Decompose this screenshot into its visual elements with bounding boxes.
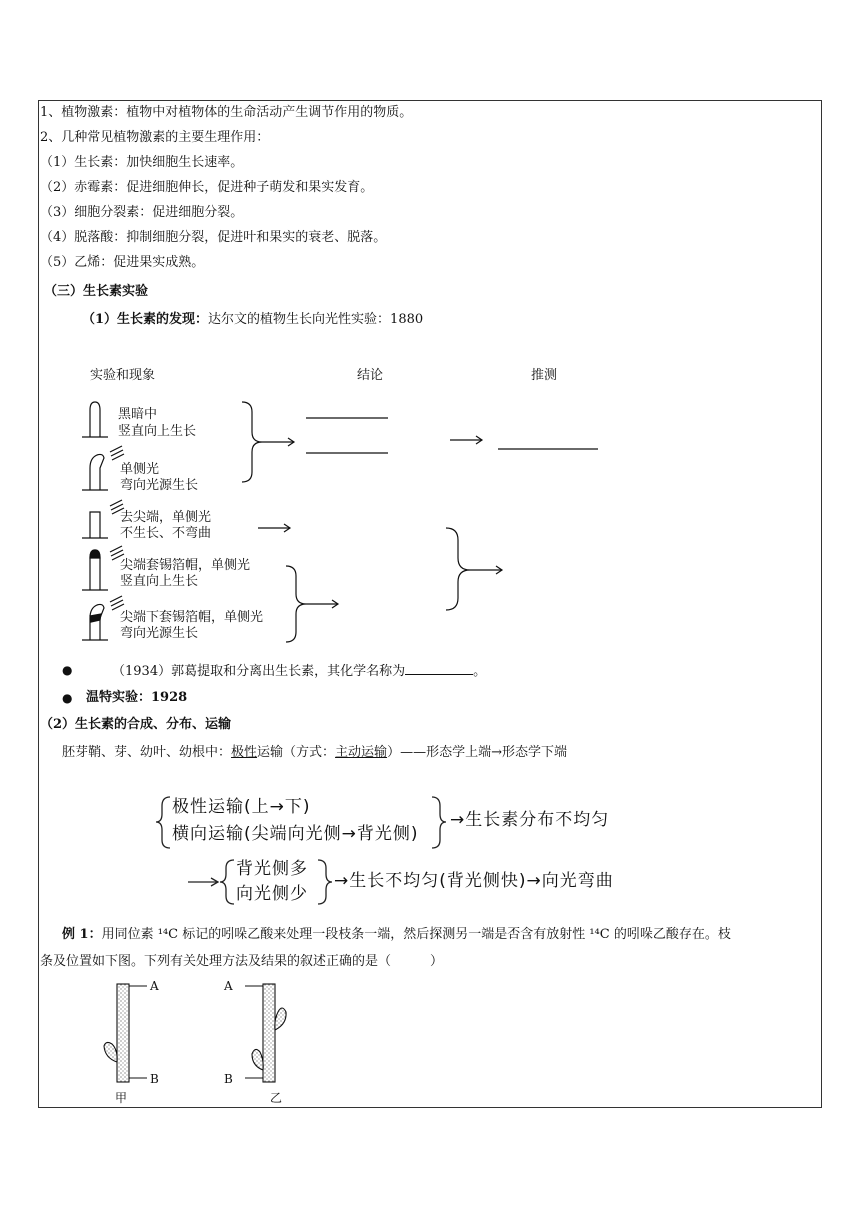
label-yi: 乙 [270,1091,283,1105]
bullet-1-icon: ● [62,663,73,677]
col-experiment: 实验和现象 [90,368,156,383]
exp2-a: 单侧光 [120,462,160,477]
exp4-a: 尖端套锡箔帽，单侧光 [120,558,251,573]
scheme-light-less: 向光侧少 [236,884,308,904]
col-guess: 推测 [531,368,558,383]
exp5-b: 弯向光源生长 [120,626,199,641]
branch-jia-icon [104,984,147,1082]
example-line-2: 条及位置如下图。下列有关处理方法及结果的叙述正确的是（ ） [40,954,444,969]
exp1-a: 黑暗中 [118,407,158,422]
section-3-sub1: （1）生长素的发现：达尔文的植物生长向光性实验：1880 [82,312,424,327]
section-2-heading: （2）生长素的合成、分布、运输 [40,717,232,732]
transport-line: 胚芽鞘、芽、幼叶、幼根中：极性运输（方式：主动运输）——形态学上端→形态学下端 [62,745,567,760]
scheme-shade-more: 背光侧多 [236,859,308,879]
scheme-polar: 极性运输(上→下) [172,797,311,817]
label-a-jia: A [150,979,159,993]
branch-yi-icon [245,984,286,1082]
exp3-a: 去尖端，单侧光 [120,510,212,525]
label-a-yi: A [224,979,233,993]
line-1: 1、植物激素：植物中对植物体的生命活动产生调节作用的物质。 [40,105,413,120]
exp2-b: 弯向光源生长 [120,478,199,493]
section-3-heading: （三）生长素实验 [44,284,149,299]
exp1-b: 竖直向上生长 [118,424,197,439]
scheme-uneven-distribution: →生长素分布不均匀 [450,810,610,830]
line-7: （5）乙烯：促进果实成熟。 [40,255,205,270]
scheme-bending: →生长不均匀(背光侧快)→向光弯曲 [334,871,614,891]
line-6: （4）脱落酸：抑制细胞分裂，促进叶和果实的衰老、脱落。 [40,230,387,245]
example-line-1: 例 1：用同位素 ¹⁴C 标记的吲哚乙酸来处理一段枝条一端，然后探测另一端是否含有放射性 ¹⁴C 的吲哚乙酸存在。枝 [62,927,731,942]
bullet-2-icon: ● [62,691,73,705]
line-2: 2、几种常见植物激素的主要生理作用： [40,130,270,145]
label-b-yi: B [224,1072,233,1086]
scheme-lateral: 横向运输(尖端向光侧→背光侧) [172,824,419,844]
exp4-b: 竖直向上生长 [120,574,199,589]
label-jia: 甲 [115,1091,128,1105]
label-b-jia: B [150,1072,159,1086]
exp5-a: 尖端下套锡箔帽，单侧光 [120,610,264,625]
line-5: （3）细胞分裂素：促进细胞分裂。 [40,205,244,220]
line-3: （1）生长素：加快细胞生长速率。 [40,155,244,170]
line-4: （2）赤霉素：促进细胞伸长，促进种子萌发和果实发育。 [40,180,374,195]
bullet-2-text: 温特实验：1928 [86,690,188,705]
col-conclusion: 结论 [357,368,384,383]
bullet-1-text: （1934）郭葛提取和分离出生长素，其化学名称为 。 [112,664,487,679]
exp3-b: 不生长、不弯曲 [120,526,212,541]
